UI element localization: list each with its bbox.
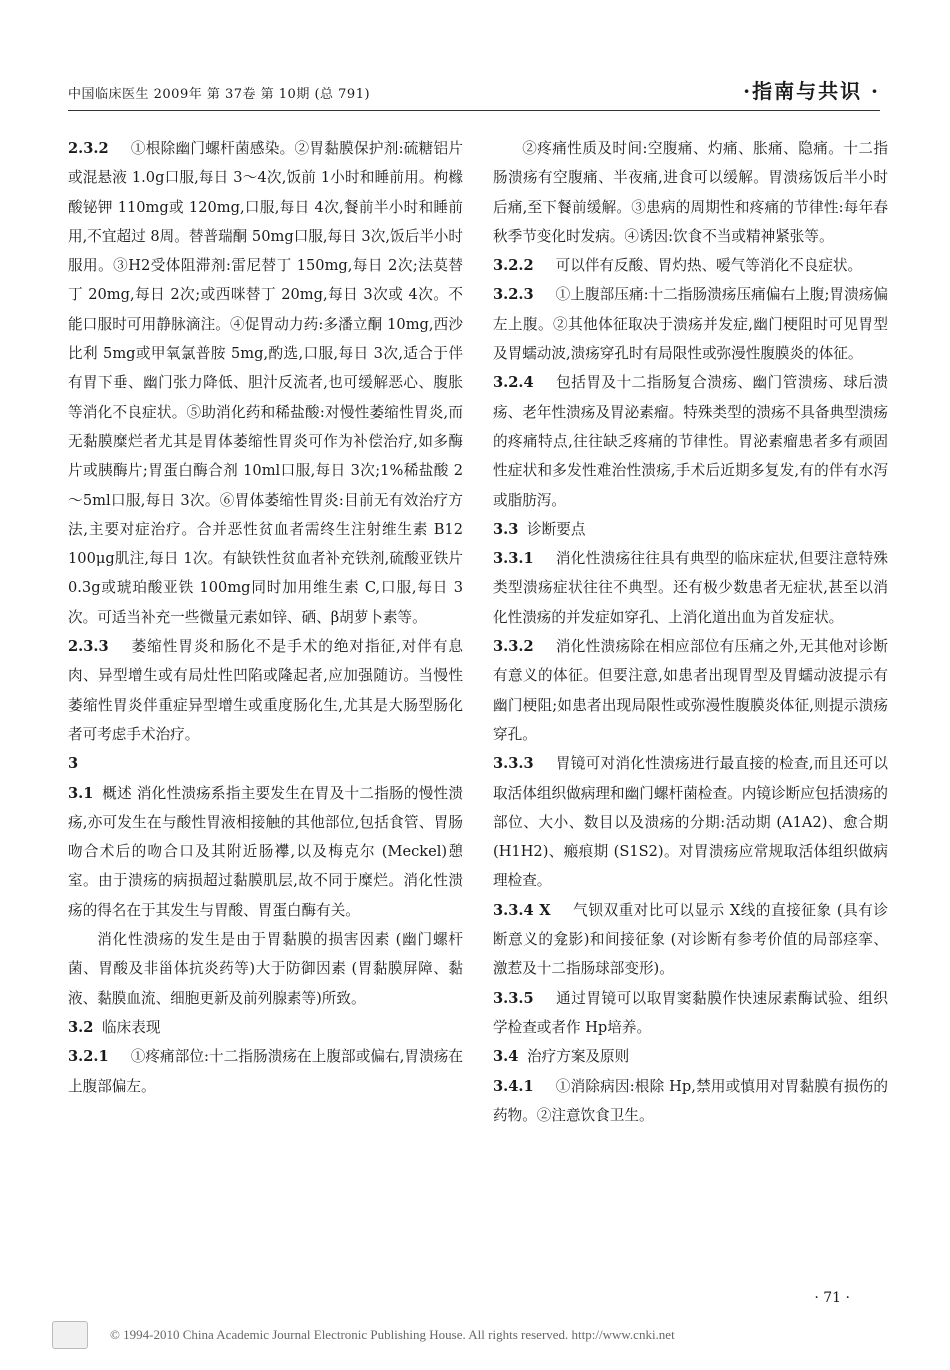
section-number: 3.3.3 [493, 755, 534, 773]
section-number: 3.3.1 [493, 550, 534, 568]
paragraph-text: ②疼痛性质及时间:空腹痛、灼痛、胀痛、隐痛。十二指肠溃疡有空腹痛、半夜痛,进食可以缓解。胃溃疡饭后半小时后痛,至下餐前缓解。③患病的周期性和疼痛的节律性:每年春秋季节变化时发病。④诱因:饮食不当或精神紧张等。 [493, 140, 888, 245]
paragraph-3-2-4 [493, 368, 888, 514]
paragraph-text: 消化性溃疡除在相应部位有压痛之外,无其他对诊断有意义的体征。但要注意,如患者出现胃型及胃蠕动波提示有幽门梗阻;如患者出现局限性或弥漫性腹膜炎体征,则提示溃疡穿孔。 [493, 638, 888, 743]
page-number: · 71 · [814, 1290, 850, 1306]
section-number: 3.4.1 [493, 1077, 534, 1095]
section-number: 3.2.4 [493, 374, 534, 392]
paragraph-2-3-3 [68, 632, 463, 749]
paragraph-3-3-4 [493, 896, 888, 984]
section-number: 2.3.2 [68, 140, 109, 157]
paragraph-3-4-1 [493, 1072, 888, 1131]
section-number: 3.3.5 [493, 989, 534, 1007]
footer [52, 1319, 812, 1353]
paragraph-text: ①疼痛部位:十二指肠溃疡在上腹部或偏右,胃溃疡在上腹部偏左。 [68, 1048, 463, 1095]
cnki-logo-icon [52, 1321, 88, 1349]
paragraph-text: 包括胃及十二指肠复合溃疡、幽门管溃疡、球后溃疡、老年性溃疡及胃泌素瘤。特殊类型的溃疡不具备典型溃疡的疼痛特点,往往缺乏疼痛的节律性。胃泌素瘤患者多有顽固性症状和多发性难治性溃疡,手术后近期多复发,有的伴有水泻或脂肪泻。 [493, 374, 888, 509]
section-number: 3.1 [68, 784, 94, 802]
paragraph-text: ①上腹部压痛:十二指肠溃疡压痛偏右上腹;胃溃疡偏左上腹。②其他体征取决于溃疡并发症,幽门梗阻时可见胃型及胃蠕动波,溃疡穿孔时有局限性或弥漫性腹膜炎的体征。 [493, 286, 888, 363]
copyright-text: © 1994-2010 China Academic Journal Electronic Publishing House. All rights reserved. http://www.cnki.net [110, 1327, 675, 1342]
paragraph-text: 临床表现 [102, 1018, 161, 1036]
section-number: 3.3 [493, 520, 519, 538]
paragraph-3-3 [493, 515, 888, 544]
section-number: 3.3.2 [493, 638, 534, 656]
paragraph-3-3-3 [493, 749, 888, 895]
section-number: 3.2.3 [493, 286, 534, 304]
paragraph-3-3-5 [493, 984, 888, 1043]
section-number: 3.3.4 X [493, 901, 551, 919]
left-column [68, 134, 463, 1101]
paragraph-text: ①根除幽门螺杆菌感染。②胃黏膜保护剂:硫糖铝片或混悬液 1.0g口服,每日 3～4次,饭前 1小时和睡前用。枸橼酸铋钾 110mg或 120mg,口服,每日 4次,餐前半小时和睡前用,不宜超过 8周。替普瑞酮 50mg口服,每日 3次,饭后半小时服用。③H2受体阻滞剂:雷尼替丁 150mg,每日 2次;法莫替丁 20mg,每日 2次;或西咪替丁 20mg,每日 3次或 4次。不能口服时可用静脉滴注。④促胃动力药:多潘立酮 10mg,西沙比利 5mg或甲氧氯普胺 5mg,酌选,口服,每日 3次,适合于伴有胃下垂、幽门张力降低、胆汁反流者,也可缓解恶心、腹胀等消化不良症状。⑤助消化药和稀盐酸:对慢性萎缩性胃炎,而无黏膜糜烂者尤其是胃体萎缩性胃炎可作为补偿治疗,如多酶片或胰酶片;胃蛋白酶合剂 10ml口服,每日 3次;1%稀盐酸 2～5ml口服,每日 3次。⑥胃体萎缩性胃炎:目前无有效治疗方法,主要对症治疗。合并恶性贫血者需终生注射维生素 B12 100μg肌注,每日 1次。有缺铁性贫血者补充铁剂,硫酸亚铁片 0.3g或琥珀酸亚铁 100mg同时加用维生素 C,口服,每日 3次。可适当补充一些微量元素如锌、硒、β胡萝卜素等。 [68, 140, 463, 626]
paragraph-3-2 [68, 1013, 463, 1042]
paragraph-text: 可以伴有反酸、胃灼热、嗳气等消化不良症状。 [555, 257, 863, 275]
section-number: 3.2 [68, 1018, 94, 1036]
paragraph-text: 消化性溃疡往往具有典型的临床症状,但要注意特殊类型溃疡症状往往不典型。还有极少数患者无症状,甚至以消化性溃疡的并发症如穿孔、上消化道出血为首发症状。 [493, 550, 888, 626]
section-number: 3 [68, 755, 79, 773]
paragraph-3-3-2 [493, 632, 888, 749]
paragraph-text: 气钡双重对比可以显示 X线的直接征象 (具有诊断意义的龛影)和间接征象 (对诊断有参考价值的局部痉挛、激惹及十二指肠球部变形)。 [493, 901, 888, 978]
header-rule [68, 110, 880, 111]
journal-info: 中国临床医生 2009年 第 37卷 第 10期 (总 791) [68, 87, 371, 102]
running-header [68, 76, 880, 106]
paragraph-2-3-2 [68, 134, 463, 632]
paragraph-text: 诊断要点 [527, 520, 586, 538]
section-number: 3.2.2 [493, 257, 534, 275]
right-column [493, 134, 888, 1130]
paragraph-text: 萎缩性胃炎和肠化不是手术的绝对指征,对伴有息肉、异型增生或有局灶性凹陷或隆起者,应加强随访。当慢性萎缩性胃炎伴重症异型增生或重度肠化生,尤其是大肠型肠化者可考虑手术治疗。 [68, 638, 463, 743]
paragraph-etiology [68, 925, 463, 1013]
paragraph-text: 通过胃镜可以取胃窦黏膜作快速尿素酶试验、组织学检查或者作 Hp培养。 [493, 989, 888, 1036]
section-number: 3.2.1 [68, 1048, 109, 1066]
paragraph-pain-nature [493, 134, 888, 251]
section-3-heading [68, 749, 463, 778]
paragraph-text: 胃镜可对消化性溃疡进行最直接的检查,而且还可以取活体组织做病理和幽门螺杆菌检查。内镜诊断应包括溃疡的部位、大小、数目以及溃疡的分期:活动期 (A1A2)、愈合期 (H1H2)、瘢痕期 (S1S2)。对胃溃疡应常规取活体组织做病理检查。 [493, 755, 888, 890]
paragraph-text: 治疗方案及原则 [527, 1048, 630, 1066]
section-number: 2.3.3 [68, 638, 109, 656]
section-number: 3.4 [493, 1048, 519, 1066]
paragraph-text: 概述 消化性溃疡系指主要发生在胃及十二指肠的慢性溃疡,亦可发生在与酸性胃液相接触的其他部位,包括食管、胃肠吻合术后的吻合口及其附近肠襻,以及梅克尔 (Meckel)憩室。由于溃疡的病损超过黏膜肌层,故不同于糜烂。消化性溃疡的得名在于其发生与胃酸、胃蛋白酶有关。 [68, 784, 463, 919]
section-title: ·指南与共识 · [743, 79, 880, 103]
paragraph-3-4 [493, 1042, 888, 1071]
paragraph-3-2-3 [493, 280, 888, 368]
paragraph-3-1 [68, 779, 463, 925]
paragraph-3-3-1 [493, 544, 888, 632]
paragraph-text: ①消除病因:根除 Hp,禁用或慎用对胃黏膜有损伤的药物。②注意饮食卫生。 [493, 1077, 888, 1124]
paragraph-3-2-1 [68, 1042, 463, 1101]
paragraph-text: 消化性溃疡的发生是由于胃黏膜的损害因素 (幽门螺杆菌、胃酸及非甾体抗炎药等)大于防御因素 (胃黏膜屏障、黏液、黏膜血流、细胞更新及前列腺素等)所致。 [68, 931, 463, 1007]
paragraph-3-2-2 [493, 251, 888, 280]
